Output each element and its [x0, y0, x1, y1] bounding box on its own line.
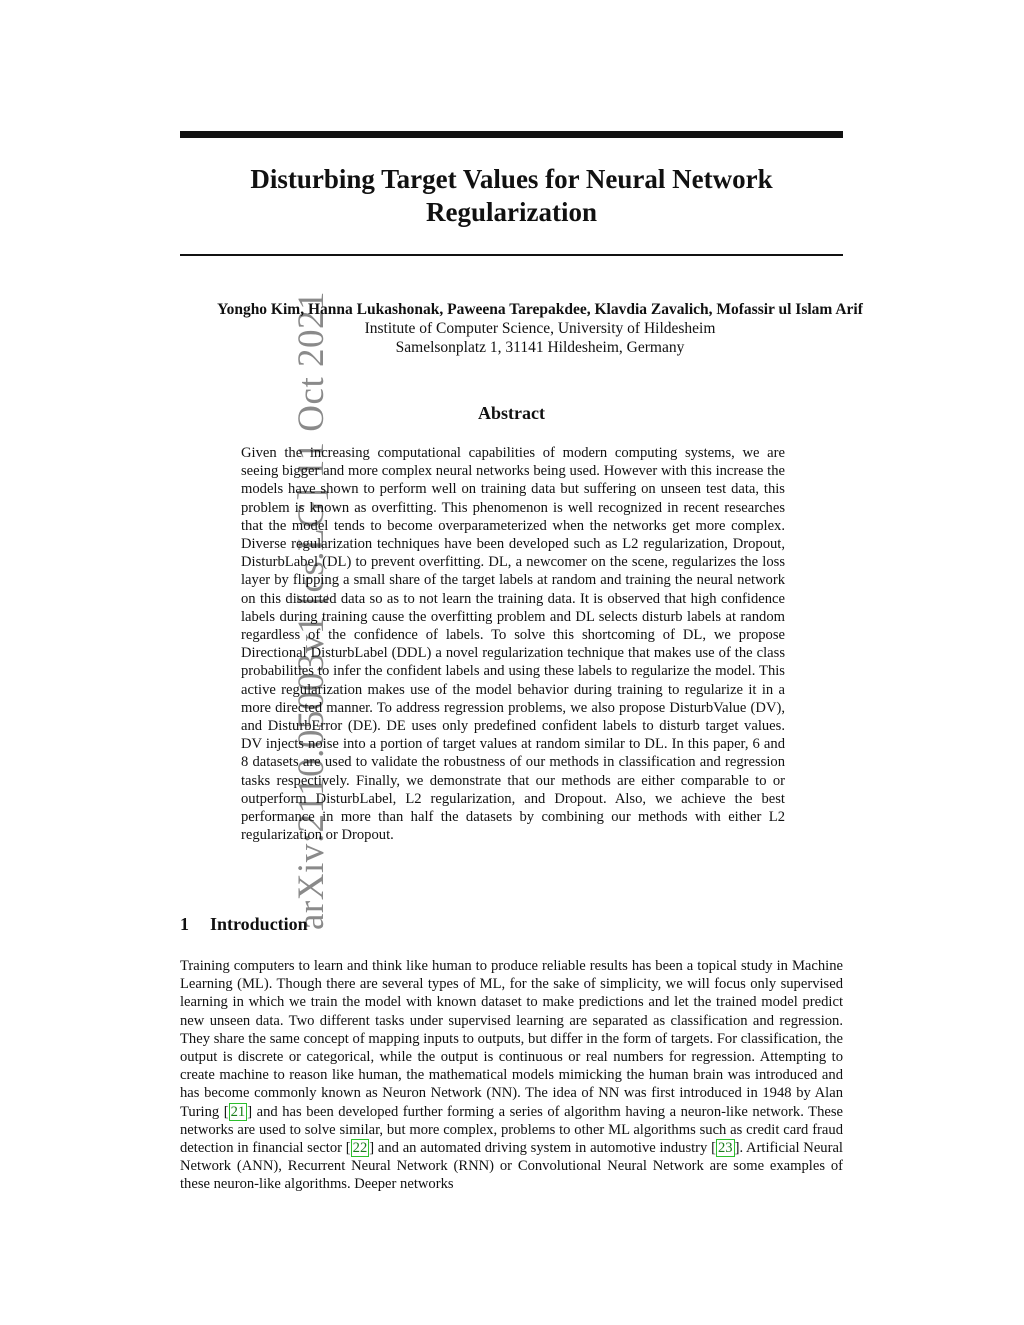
citation-link[interactable]: 21 [230, 1103, 246, 1120]
intro-text-part: and has been developed further forming a series of algorithm having a neuron-like network. These networks are used to solve similar, but more complex, problems to other ML algorithms such as credit card fraud detection in financial sector [180, 1103, 843, 1157]
citation-link[interactable]: 23 [717, 1140, 733, 1157]
section-title: Introduction [210, 914, 308, 934]
author-names: Yongho Kim, Hanna Lukashonak, Paweena Tarepakdee, Klavdia Zavalich, Mofassir ul Islam Arif [217, 301, 863, 318]
intro-text-part: Training computers to learn and think like human to produce reliable results has been a topical study in Machine Learning (ML). Though there are several types of ML, for the sake of simplicity, we will focus only supervised learning in which we train the model with known dataset to make predictions and let the trained model predict new unseen data. Two different tasks under supervised learning are separated as classification and regression. They share the same concept of mapping inputs to outputs, but differ in the form of targets. For classification, the output is discrete or categorical, while the output is continuous or real numbers for regression. Attempting to create machine to reason like human, the mathematical models mimicking the human brain was introduced and has become commonly known as Neuron Network (NN). The idea of NN was first introduced in 1948 by Alan Turing [180, 958, 843, 1120]
author-address: Samelsonplatz 1, 31141 Hildesheim, Germany [395, 339, 685, 356]
author-block [150, 300, 930, 357]
citation-link[interactable]: 22 [352, 1140, 368, 1157]
section-heading-introduction [180, 914, 308, 935]
arxiv-identifier-stamp: arXiv:2110.05003v1 [cs.LG] 11 Oct 2021 [291, 291, 332, 930]
intro-text-part: . Artificial Neural Network (ANN), Recurrent Neural Network (RNN) or Convolutional Neural Network are some examples of these neuron-like algorithms. Deeper networks [180, 1140, 843, 1193]
paper-title: Disturbing Target Values for Neural Network Regularization [250, 164, 773, 227]
intro-text-part: and an automated driving system in automotive industry [374, 1140, 712, 1157]
introduction-text: Training computers to learn and think like human to produce reliable results has been a topical study in Machine Learning (ML). Though there are several types of ML, for the sake of simplicity, we will focus only supervised learning in which we train the model with known dataset to make predictions and let the trained model predict new unseen data. Two different tasks under supervised learning are separated as classification and regression. They share the same concept of mapping inputs to outputs, but differ in the form of targets. For classification, the output is discrete or categorical, while the output is continuous or real numbers for regression. Attempting to create machine to reason like human, the mathematical models mimicking the human brain was introduced and has become commonly known as Neuron Network (NN). The idea of NN was first introduced in 1948 by Alan Turing [ 21 ] and has been developed further forming a series of algorithm having a neuron-like network. These networks are used to solve similar, but more complex, problems to other ML algorithms such as credit card fraud detection in financial sector [ 22 ] and an automated driving system in automotive industry [ 23 ]. Artificial Neural Network (ANN), Recurrent Neural Network (RNN) or Convolutional Neural Network are some examples of these neuron-like algorithms. Deeper networks [180, 958, 843, 1193]
section-number: 1 [180, 914, 189, 934]
title-bottom-rule [180, 254, 843, 256]
author-affiliation: Institute of Computer Science, University of Hildesheim [364, 320, 716, 337]
abstract-text: Given the increasing computational capabilities of modern computing systems, we are seeing bigger and more complex neural networks being used. However with this increase the models have shown to perform well on training data but suffering on unseen test data, this problem is known as overfitting. This phenomenon is well recognized in recent researches that the model tends to become overparameterized when the networks get more complex. Diverse regularization techniques have been developed such as L2 regularization, Dropout, DisturbLabel (DL) to prevent overfitting. DL, a newcomer on the scene, regularizes the loss layer by flipping a small share of the target labels at random and training the neural network on this distorted data so as to not learn the training data. It is observed that high confidence labels during training cause the overfitting problem and DL selects disturb labels at random regardless of the confidence of labels. To solve this shortcoming of DL, we propose Directional DisturbLabel (DDL) a novel regularization technique that makes use of the class probabilities to infer the confident labels and using these labels to regularize the model. This active regularization makes use of the model behavior during training to regularize it in a more directed manner. To address regression problems, we also propose DisturbValue (DV), and DisturbError (DE). DE uses only predefined confident labels to disturb target values. DV injects noise into a portion of target values at random similar to DL. In this paper, 6 and 8 datasets are used to validate the robustness of our methods in classification and regression tasks respectively. Finally, we demonstrate that our methods are either comparable to or outperform DisturbLabel, L2 regularization, and Dropout. Also, we achieve the best performance in more than half the datasets by combining our methods with either L2 regularization or Dropout. [241, 445, 785, 844]
abstract-heading: Abstract [478, 403, 545, 423]
title-top-rule [180, 131, 843, 138]
